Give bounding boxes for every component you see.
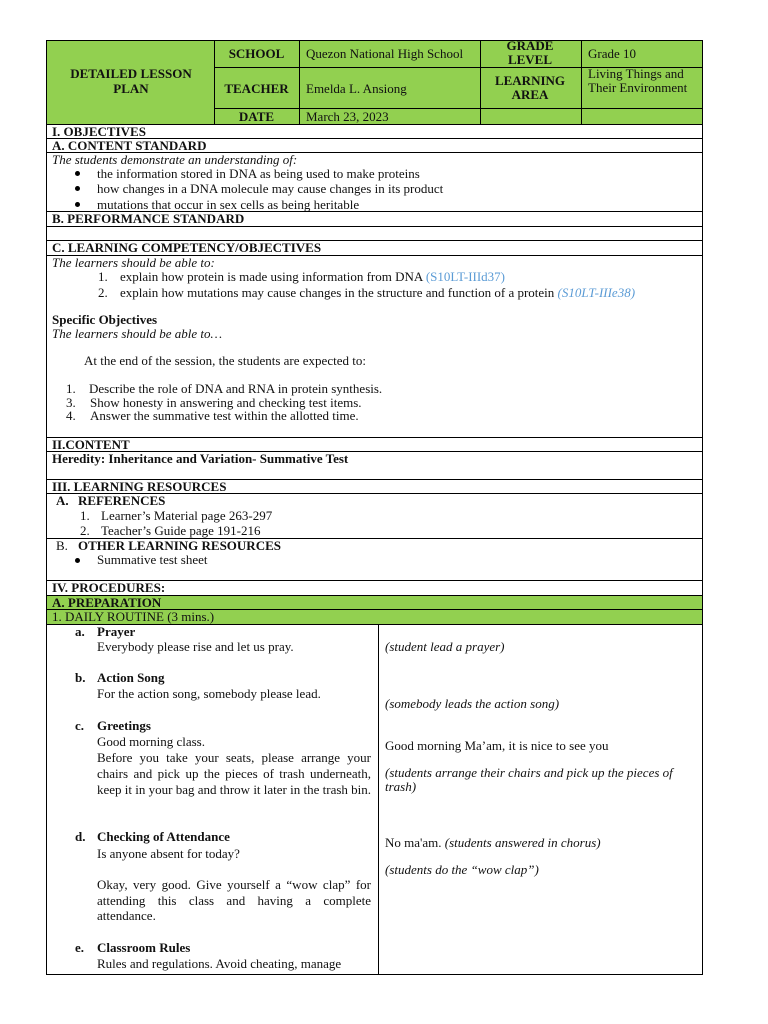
session-text: At the end of the session, the students are expected to:	[84, 353, 366, 368]
other-resources-heading: OTHER LEARNING RESOURCES	[78, 538, 281, 553]
attendance-title: Checking of Attendance	[97, 829, 230, 844]
header-vline-4	[581, 40, 582, 125]
reference-number: 1.	[80, 508, 90, 523]
competency-intro: The learners should be able to:	[52, 255, 215, 270]
header-vline-3	[480, 40, 481, 125]
school-value: Quezon National High School	[306, 46, 464, 61]
specific-number: 1.	[66, 381, 76, 396]
attendance-student-plain: No ma'am.	[385, 835, 442, 850]
greetings-title: Greetings	[97, 718, 151, 733]
competency-number: 1.	[98, 269, 108, 284]
attendance-student-1	[385, 835, 601, 850]
item-letter: a.	[75, 624, 85, 639]
list-item	[120, 269, 505, 284]
content-topic: Heredity: Inheritance and Variation- Summative Test	[52, 451, 349, 466]
divider	[46, 437, 703, 438]
greetings-teacher-1: Good morning class.	[97, 734, 205, 749]
reference-number: 2.	[80, 523, 90, 538]
daily-routine-heading: 1. DAILY ROUTINE (3 mins.)	[52, 609, 215, 624]
specific-objectives-heading: Specific Objectives	[52, 312, 158, 327]
list-item: Teacher’s Guide page 191-216	[101, 523, 261, 538]
greetings-student-2: (students arrange their chairs and pick up the pieces of trash)	[385, 765, 673, 794]
greetings-student-1: Good morning Ma’am, it is nice to see you	[385, 738, 609, 753]
attendance-teacher-1: Is anyone absent for today?	[97, 846, 240, 861]
greetings-teacher-2: Before you take your seats, please arrange your chairs and pick up the pieces of trash underneath, keep it in your bag and throw it later in the trash bin.	[97, 750, 372, 797]
list-item: Show honesty in answering and checking test items.	[90, 395, 362, 410]
date-label: DATE	[238, 109, 275, 124]
school-label: SCHOOL	[228, 46, 285, 61]
list-item: how changes in a DNA molecule may cause changes in its product	[97, 181, 444, 196]
item-letter: c.	[75, 718, 85, 733]
attendance-student-2: (students do the “wow clap”)	[385, 862, 539, 877]
competency-heading: C. LEARNING COMPETENCY/OBJECTIVES	[52, 240, 322, 255]
specific-number: 4.	[66, 408, 76, 423]
list-item	[120, 285, 635, 300]
prayer-title: Prayer	[97, 624, 136, 639]
classroom-rules-title: Classroom Rules	[97, 940, 191, 955]
header-vline-2	[299, 40, 300, 125]
other-resources-letter: B.	[56, 538, 68, 553]
list-item: Answer the summative test within the allotted time.	[90, 408, 359, 423]
content-standard-intro: The students demonstrate an understanding of:	[52, 152, 298, 167]
classroom-rules-teacher: Rules and regulations. Avoid cheating, manage	[97, 956, 342, 971]
preparation-heading: A. PREPARATION	[52, 595, 162, 610]
procedures-heading: IV. PROCEDURES:	[52, 580, 166, 595]
lesson-plan-title: DETAILED LESSON PLAN	[70, 66, 192, 96]
prayer-teacher: Everybody please rise and let us pray.	[97, 639, 294, 654]
list-item: mutations that occur in sex cells as being heritable	[97, 197, 360, 212]
competency-text: explain how mutations may cause changes in the structure and function of a protein	[120, 285, 555, 300]
competency-number: 2.	[98, 285, 108, 300]
specific-number: 3.	[66, 395, 76, 410]
attendance-teacher-2: Okay, very good. Give yourself a “wow clap” for attending this class and having a complete attendance.	[97, 877, 371, 923]
teacher-value: Emelda L. Ansiong	[306, 81, 407, 96]
objectives-heading: I. OBJECTIVES	[52, 124, 146, 139]
content-heading: II.CONTENT	[52, 437, 130, 452]
specific-objectives-intro: The learners should be able to…	[52, 326, 223, 341]
bullet-icon	[75, 186, 80, 191]
bullet-icon	[75, 558, 80, 563]
references-letter: A.	[56, 493, 69, 508]
divider	[46, 624, 703, 625]
teacher-label: TEACHER	[224, 81, 289, 96]
learning-area-value: Living Things and Their Environment	[588, 66, 688, 95]
bullet-icon	[75, 171, 80, 176]
list-item: Summative test sheet	[97, 552, 208, 567]
content-standard-heading: A. CONTENT STANDARD	[52, 138, 207, 153]
bullet-icon	[75, 202, 80, 207]
list-item: the information stored in DNA as being used to make proteins	[97, 166, 420, 181]
learning-area-label: LEARNING AREA	[494, 73, 566, 102]
item-letter: e.	[75, 940, 85, 955]
list-item: Learner’s Material page 263-297	[101, 508, 273, 523]
divider	[46, 226, 703, 227]
item-letter: b.	[75, 670, 86, 685]
action-song-teacher: For the action song, somebody please lead.	[97, 686, 321, 701]
prayer-student: (student lead a prayer)	[385, 639, 505, 654]
action-song-title: Action Song	[97, 670, 165, 685]
competency-code: (S10LT-IIId37)	[425, 269, 506, 284]
column-divider	[378, 624, 379, 975]
competency-code: (S10LT-IIIe38)	[557, 285, 636, 300]
competency-text: explain how protein is made using information from DNA	[120, 269, 423, 284]
item-letter: d.	[75, 829, 86, 844]
action-song-student: (somebody leads the action song)	[385, 696, 560, 711]
performance-standard-heading: B. PERFORMANCE STANDARD	[52, 211, 245, 226]
grade-value: Grade 10	[588, 46, 637, 61]
attendance-student-italic: (students answered in chorus)	[444, 835, 601, 850]
list-item: Describe the role of DNA and RNA in protein synthesis.	[89, 381, 383, 396]
references-heading: REFERENCES	[78, 493, 166, 508]
resources-heading: III. LEARNING RESOURCES	[52, 479, 227, 494]
grade-label: GRADE LEVEL	[506, 38, 554, 67]
date-value: March 23, 2023	[306, 109, 389, 124]
